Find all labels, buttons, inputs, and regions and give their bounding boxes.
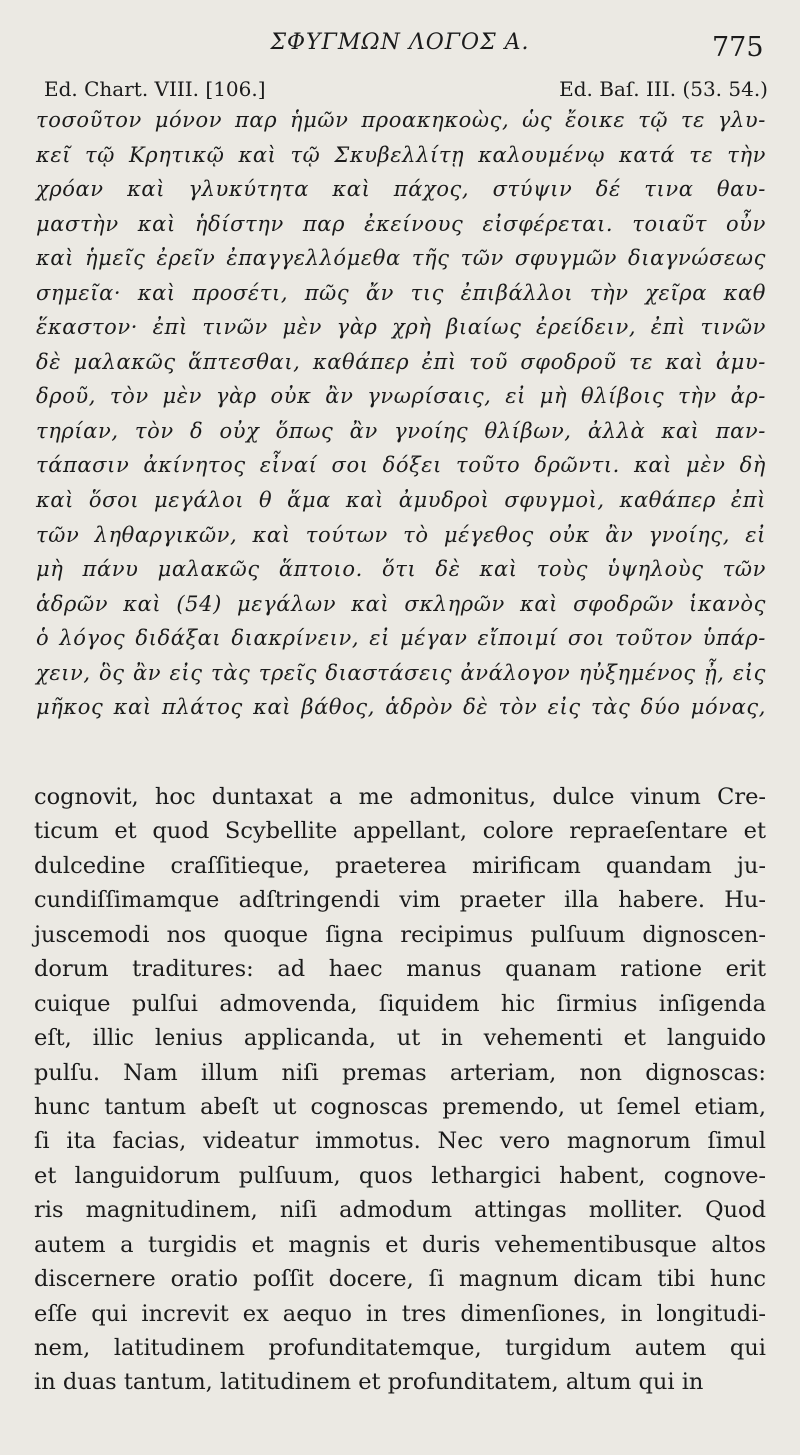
latin-line: cundiſſimamque adſtringendi vim praeter illa habere. Hu- xyxy=(34,887,766,914)
greek-line: μαστὴν καὶ ἡδίστην παρ ἐκείνους εἰσφέρεται. τοιαῦτ οὖν xyxy=(36,211,766,236)
latin-line: pulſu. Nam illum niſi premas arteriam, non dignoscas: xyxy=(34,1059,766,1086)
greek-line: χειν, ὃς ἂν εἰς τὰς τρεῖς διαστάσεις ἀνάλογον ηὐξημένος ᾖ, εἰς xyxy=(36,660,766,685)
greek-line: ὁ λόγος διδάξαι διακρίνειν, εἰ μέγαν εἴποιμί σοι τοῦτον ὑπάρ- xyxy=(36,626,766,651)
latin-line: nem, latitudinem profunditatemque, turgidum autem qui xyxy=(34,1335,766,1361)
latin-line: et languidorum pulſuum, quos lethargici habent, cognove- xyxy=(34,1162,766,1189)
greek-line: ἕκαστον· ἐπὶ τινῶν μὲν γὰρ χρὴ βιαίως ἐρείδειν, ἐπὶ τινῶν xyxy=(36,315,766,340)
greek-line: δὲ μαλακῶς ἅπτεσθαι, καθάπερ ἐπὶ τοῦ σφοδροῦ τε καὶ ἀμυ- xyxy=(36,349,766,374)
latin-line: dorum traditures: ad haec manus quanam ratione erit xyxy=(34,956,766,983)
latin-text-block xyxy=(34,780,766,1400)
running-title: ΣΦΥΓΜΩΝ ΛΟΓΟΣ Α. xyxy=(270,30,530,55)
greek-line: τῶν ληθαργικῶν, καὶ τούτων τὸ μέγεθος οὐκ ἂν γνοίης, εἰ xyxy=(36,522,766,547)
greek-line: τηρίαν, τὸν δ οὐχ ὅπως ἂν γνοίης θλίβων, ἀλλὰ καὶ παν- xyxy=(36,418,766,443)
greek-line: ἁδρῶν καὶ (54) μεγάλων καὶ σκληρῶν καὶ σφοδρῶν ἱκανὸς xyxy=(36,591,766,616)
latin-line: eſſe qui increvit ex aequo in tres dimenſiones, in longitudi- xyxy=(34,1300,766,1327)
edition-reference-left: Ed. Chart. VIII. [106.] xyxy=(44,77,266,101)
greek-text-block xyxy=(36,103,766,725)
latin-line: ticum et quod Scybellite appellant, colore repraeſentare et xyxy=(34,818,766,845)
greek-line: καὶ ἡμεῖς ἐρεῖν ἐπαγγελλόμεθα τῆς τῶν σφυγμῶν διαγνώσεως xyxy=(36,246,766,271)
latin-line: hunc tantum abeſt ut cognoscas premendo, ut ſemel etiam, xyxy=(34,1093,766,1120)
latin-line: autem a turgidis et magnis et duris vehementibusque altos xyxy=(34,1231,766,1258)
greek-line: καὶ ὅσοι μεγάλοι θ ἅμα καὶ ἀμυδροὶ σφυγμοὶ, καθάπερ ἐπὶ xyxy=(36,488,766,513)
greek-line: χρόαν καὶ γλυκύτητα καὶ πάχος, στύψιν δέ τινα θαυ- xyxy=(36,177,766,202)
latin-line: in duas tantum, latitudinem et profunditatem, altum qui in xyxy=(34,1369,704,1396)
greek-line: μῆκος καὶ πλάτος καὶ βάθος, ἁδρὸν δὲ τὸν εἰς τὰς δύο μόνας, xyxy=(36,695,766,720)
latin-line: cognovit, hoc duntaxat a me admonitus, dulce vinum Cre- xyxy=(34,784,766,810)
edition-reference-right: Ed. Baſ. III. (53. 54.) xyxy=(559,77,768,101)
latin-line: discernere oratio poſſit docere, ſi magnum dicam tibi hunc xyxy=(34,1266,766,1293)
greek-line: κεῖ τῷ Κρητικῷ καὶ τῷ Σκυβελλίτῃ καλουμένῳ κατά τε τὴν xyxy=(36,142,766,167)
greek-line: τάπασιν ἀκίνητος εἶναί σοι δόξει τοῦτο δρῶντι. καὶ μὲν δὴ xyxy=(36,453,766,478)
latin-line: juscemodi nos quoque ſigna recipimus pulſuum dignoscen- xyxy=(34,921,766,948)
latin-line: cuique pulſui admovenda, ſiquidem hic ſirmius inſigenda xyxy=(34,990,766,1017)
page-number: 775 xyxy=(712,32,764,63)
greek-line: μὴ πάνυ μαλακῶς ἅπτοιο. ὅτι δὲ καὶ τοὺς ὑψηλοὺς τῶν xyxy=(36,557,766,582)
latin-line: ris magnitudinem, niſi admodum attingas molliter. Quod xyxy=(34,1197,766,1224)
greek-line: σημεῖα· καὶ προσέτι, πῶς ἄν τις ἐπιβάλλοι τὴν χεῖρα καθ xyxy=(36,280,766,305)
greek-line: τοσοῦτον μόνον παρ ἡμῶν προακηκοὼς, ὡς ἔοικε τῷ τε γλυ- xyxy=(36,108,766,132)
greek-line: δροῦ, τὸν μὲν γὰρ οὐκ ἂν γνωρίσαις, εἰ μὴ θλίβοις τὴν ἀρ- xyxy=(36,384,766,409)
latin-line: dulcedine craſſitieque, praeterea mirificam quandam ju- xyxy=(34,852,766,879)
latin-line: eſt, illic lenius applicanda, ut in vehementi et languido xyxy=(34,1025,766,1052)
latin-line: ſi ita facias, videatur immotus. Nec vero magnorum ſimul xyxy=(34,1128,766,1155)
